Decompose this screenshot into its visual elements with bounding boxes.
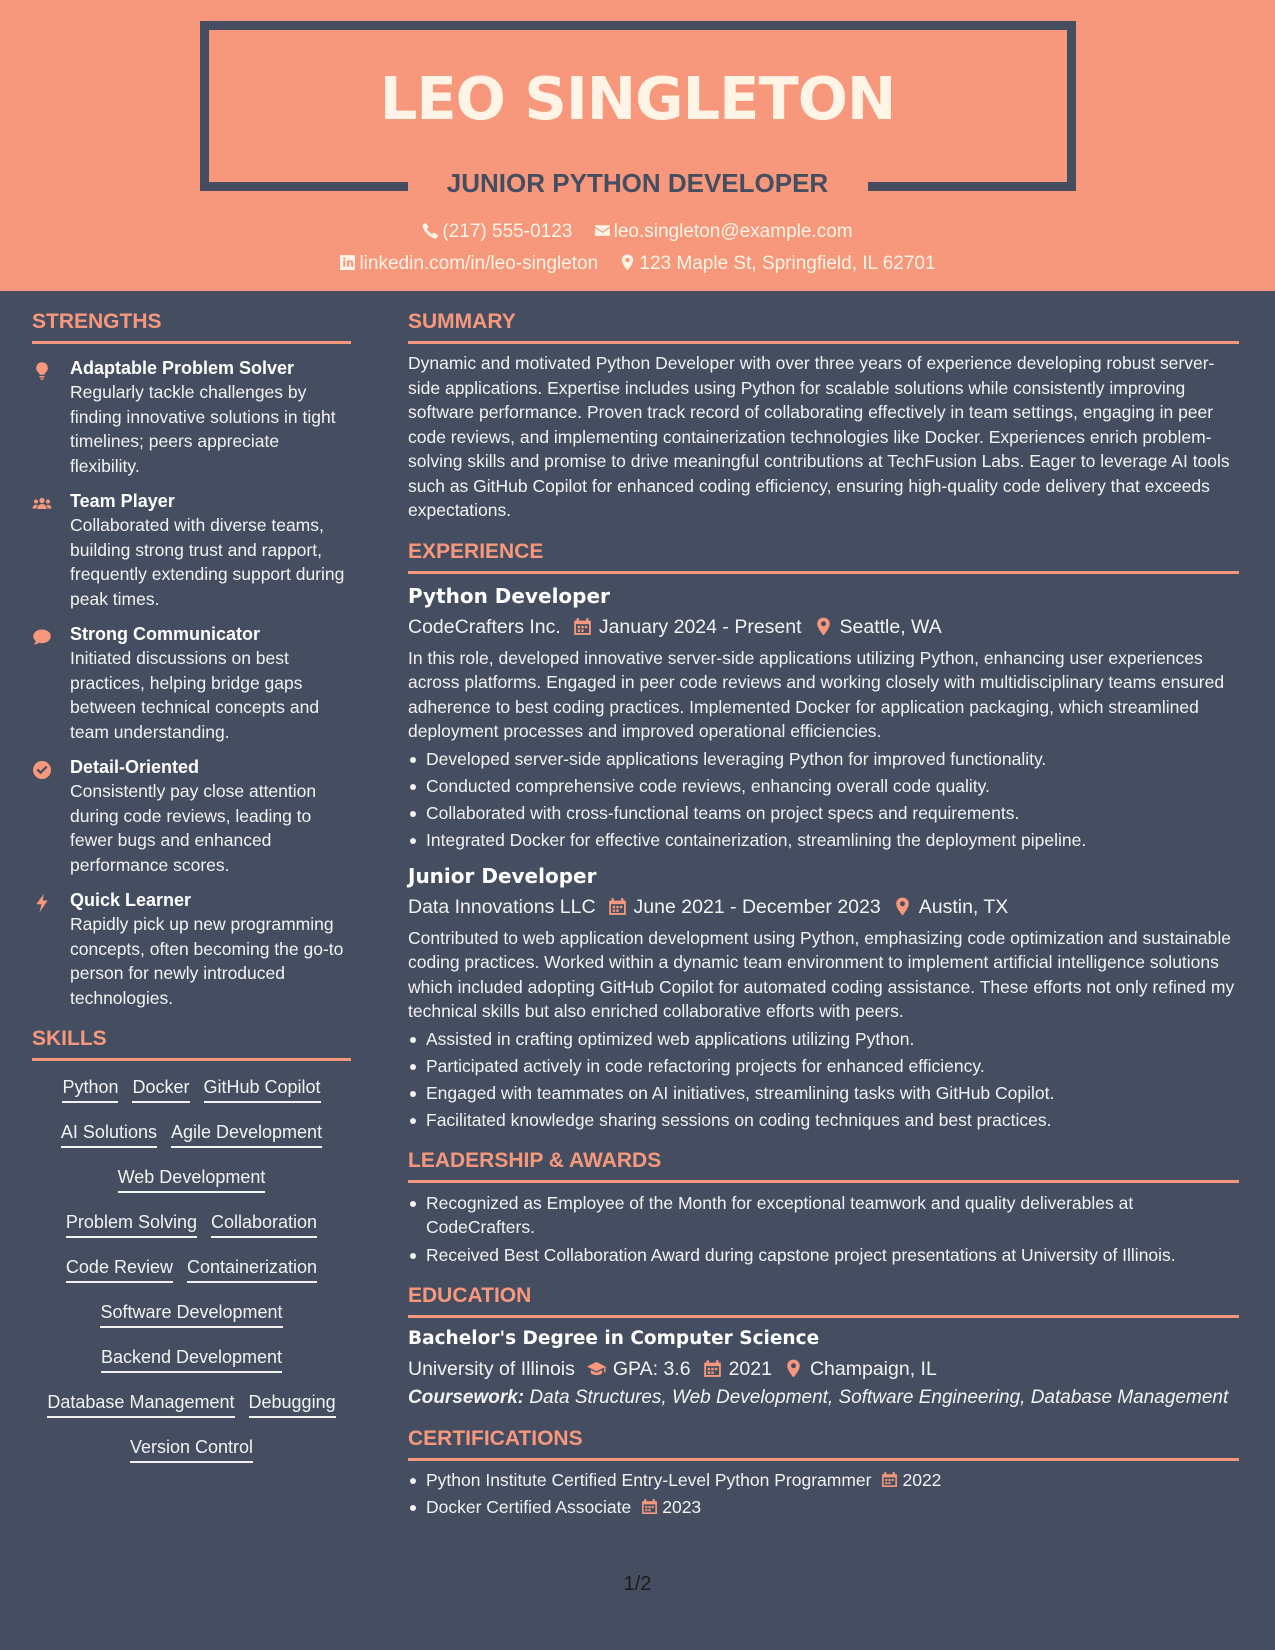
linkedin-icon <box>339 254 356 271</box>
skill-tag: Code Review <box>66 1255 173 1283</box>
job-position: Python Developer <box>408 583 610 608</box>
list-item: Assisted in crafting optimized web applications utilizing Python. <box>408 1026 1239 1053</box>
certifications-heading: CERTIFICATIONS <box>408 1426 1239 1461</box>
left-column <box>32 291 351 1480</box>
skill-tag: Database Management <box>47 1390 234 1418</box>
comment-icon <box>32 627 52 647</box>
contact-row-1 <box>0 220 1275 244</box>
summary-heading: SUMMARY <box>408 309 1239 344</box>
list-item: Recognized as Employee of the Month for exceptional teamwork and quality deliverables at CodeCrafters. <box>408 1191 1239 1240</box>
strength-item <box>32 888 351 1010</box>
map-pin-icon <box>619 254 636 271</box>
address-contact <box>619 252 935 276</box>
job-bullets <box>408 746 1239 854</box>
education-heading: EDUCATION <box>408 1283 1239 1318</box>
job-title: JUNIOR PYTHON DEVELOPER <box>446 168 829 198</box>
leadership-heading: LEADERSHIP & AWARDS <box>408 1148 1239 1183</box>
email-contact[interactable] <box>594 220 853 244</box>
certifications-list <box>408 1467 1239 1521</box>
list-item: Integrated Docker for effective containerization, streamlining the deployment pipeline. <box>408 827 1239 854</box>
lightbulb-icon <box>32 361 52 381</box>
map-pin-icon <box>893 897 912 916</box>
contact-row-2 <box>0 252 1275 276</box>
job-description: In this role, developed innovative server-side applications utilizing Python, enhancing user experiences across platforms. Engaged in peer code reviews and working closely with multidisciplinary teams ensured adherence to best coding practices. Implemented Docker for application packaging, which streamlined deployment processes and improved operational efficiencies. <box>408 647 1225 741</box>
coursework-label: Coursework: <box>408 1386 525 1408</box>
email-text: leo.singleton@example.com <box>613 221 853 242</box>
calendar-icon <box>881 1471 898 1488</box>
graduation-cap-icon <box>587 1359 606 1378</box>
skill-tag: AI Solutions <box>61 1120 157 1148</box>
school-name: University of Illinois <box>408 1357 575 1380</box>
strength-name: Team Player <box>70 491 175 511</box>
strength-desc: Consistently pay close attention during code reviews, leading to fewer bugs and enhanced performance scores. <box>70 781 317 875</box>
skill-tag: Collaboration <box>211 1210 317 1238</box>
job-entry <box>408 862 1239 1134</box>
list-item <box>408 1494 1239 1521</box>
list-item: Collaborated with cross-functional teams on project specs and requirements. <box>408 800 1239 827</box>
skill-tag: GitHub Copilot <box>204 1075 321 1103</box>
job-position: Junior Developer <box>408 863 597 888</box>
strengths-list <box>32 356 351 1010</box>
experience-heading: EXPERIENCE <box>408 539 1239 574</box>
phone-icon <box>422 222 439 239</box>
strength-name: Detail-Oriented <box>70 757 200 777</box>
check-circle-icon <box>32 760 52 780</box>
users-icon <box>32 494 52 514</box>
skill-tag: Debugging <box>249 1390 336 1418</box>
job-bullets <box>408 1026 1239 1134</box>
job-company: Data Innovations LLC <box>408 895 596 918</box>
list-item: Engaged with teammates on AI initiatives, streamlining tasks with GitHub Copilot. <box>408 1080 1239 1107</box>
skill-tag: Agile Development <box>171 1120 322 1148</box>
strength-item <box>32 755 351 877</box>
right-column <box>408 291 1239 1521</box>
phone-contact[interactable] <box>422 220 572 244</box>
strengths-heading: STRENGTHS <box>32 309 351 344</box>
leadership-list <box>408 1191 1239 1269</box>
skill-tag: Python <box>62 1075 118 1103</box>
skill-tag: Backend Development <box>101 1345 282 1373</box>
page-number: 1/2 <box>623 1573 652 1595</box>
calendar-icon <box>641 1498 658 1515</box>
job-meta <box>408 892 1239 922</box>
list-item <box>408 1467 1239 1494</box>
address-text: 123 Maple St, Springfield, IL 62701 <box>639 253 936 274</box>
bolt-icon <box>32 893 52 913</box>
cert-year: 2023 <box>662 1497 702 1517</box>
strength-desc: Regularly tackle challenges by finding innovative solutions in tight timelines; peers appreciate flexibility. <box>70 382 336 476</box>
linkedin-text: linkedin.com/in/leo-singleton <box>359 253 599 274</box>
map-pin-icon <box>784 1359 803 1378</box>
calendar-icon <box>703 1359 722 1378</box>
coursework-list: Data Structures, Web Development, Software Engineering, Database Management <box>529 1386 1229 1408</box>
job-entry <box>408 582 1239 854</box>
skill-tag: Web Development <box>118 1165 266 1193</box>
strength-name: Quick Learner <box>70 890 192 910</box>
strength-name: Adaptable Problem Solver <box>70 358 295 378</box>
calendar-icon <box>608 897 627 916</box>
list-item: Developed server-side applications leveraging Python for improved functionality. <box>408 746 1239 773</box>
job-location: Seattle, WA <box>839 615 942 638</box>
cert-name: Docker Certified Associate <box>426 1497 632 1517</box>
calendar-icon <box>573 617 592 636</box>
cert-name: Python Institute Certified Entry-Level Python Programmer <box>426 1470 872 1490</box>
strength-desc: Initiated discussions on best practices, helping bridge gaps between technical concepts and team understanding. <box>70 648 320 742</box>
gpa-text: GPA: 3.6 <box>612 1357 691 1380</box>
graduation-year: 2021 <box>728 1357 772 1380</box>
job-dates: June 2021 - December 2023 <box>633 895 881 918</box>
strength-item <box>32 622 351 744</box>
education-meta <box>408 1354 1239 1384</box>
job-dates: January 2024 - Present <box>598 615 802 638</box>
list-item: Conducted comprehensive code reviews, enhancing overall code quality. <box>408 773 1239 800</box>
candidate-name: LEO SINGLETON <box>379 64 896 133</box>
skill-tag: Containerization <box>187 1255 317 1283</box>
skills-list <box>32 1075 351 1480</box>
job-location: Austin, TX <box>918 895 1009 918</box>
list-item: Facilitated knowledge sharing sessions on coding techniques and best practices. <box>408 1107 1239 1134</box>
phone-text: (217) 555-0123 <box>442 221 573 242</box>
strength-name: Strong Communicator <box>70 624 261 644</box>
map-pin-icon <box>814 617 833 636</box>
job-company: CodeCrafters Inc. <box>408 615 561 638</box>
strength-desc: Collaborated with diverse teams, building strong trust and rapport, frequently extending support during peak times. <box>70 515 345 609</box>
school-location: Champaign, IL <box>809 1357 937 1380</box>
degree-title: Bachelor's Degree in Computer Science <box>408 1327 820 1349</box>
coursework <box>408 1386 1239 1411</box>
job-description: Contributed to web application development using Python, emphasizing code optimization and sustainable coding practices. Worked within a dynamic team environment to implement artificial intelligence solutions which included adopting GitHub Copilot for automated coding assistance. These efforts not only refined my technical skills but also enriched collaborative efforts with peers. <box>408 927 1235 1021</box>
strength-desc: Rapidly pick up new programming concepts, often becoming the go-to person for newly introduced technologies. <box>70 914 344 1008</box>
list-item: Participated actively in code refactoring projects for enhanced efficiency. <box>408 1053 1239 1080</box>
envelope-icon <box>594 222 611 239</box>
resume-header <box>0 0 1275 291</box>
skill-tag: Software Development <box>100 1300 282 1328</box>
list-item: Received Best Collaboration Award during capstone project presentations at University of Illinois. <box>408 1242 1239 1269</box>
skill-tag: Version Control <box>130 1435 253 1463</box>
cert-year: 2022 <box>902 1470 942 1490</box>
job-meta <box>408 612 1239 642</box>
skills-heading: SKILLS <box>32 1026 351 1061</box>
skill-tag: Docker <box>132 1075 189 1103</box>
strength-item <box>32 489 351 611</box>
strength-item <box>32 356 351 478</box>
summary-text: Dynamic and motivated Python Developer with over three years of experience developing robust server-side applications. Expertise includes using Python for scalable solutions while consistently improving software performance. Proven track record of collaborating effectively in team settings, engaging in peer code reviews, and implementing containerization technologies like Docker. Experiences enrich problem-solving skills and promise to drive meaningful contributions at TechFusion Labs. Eager to leverage AI tools such as GitHub Copilot for enhanced coding efficiency, ensuring high-quality code delivery that exceeds expectations. <box>408 353 1230 520</box>
skill-tag: Problem Solving <box>66 1210 197 1238</box>
linkedin-contact[interactable] <box>339 252 598 276</box>
